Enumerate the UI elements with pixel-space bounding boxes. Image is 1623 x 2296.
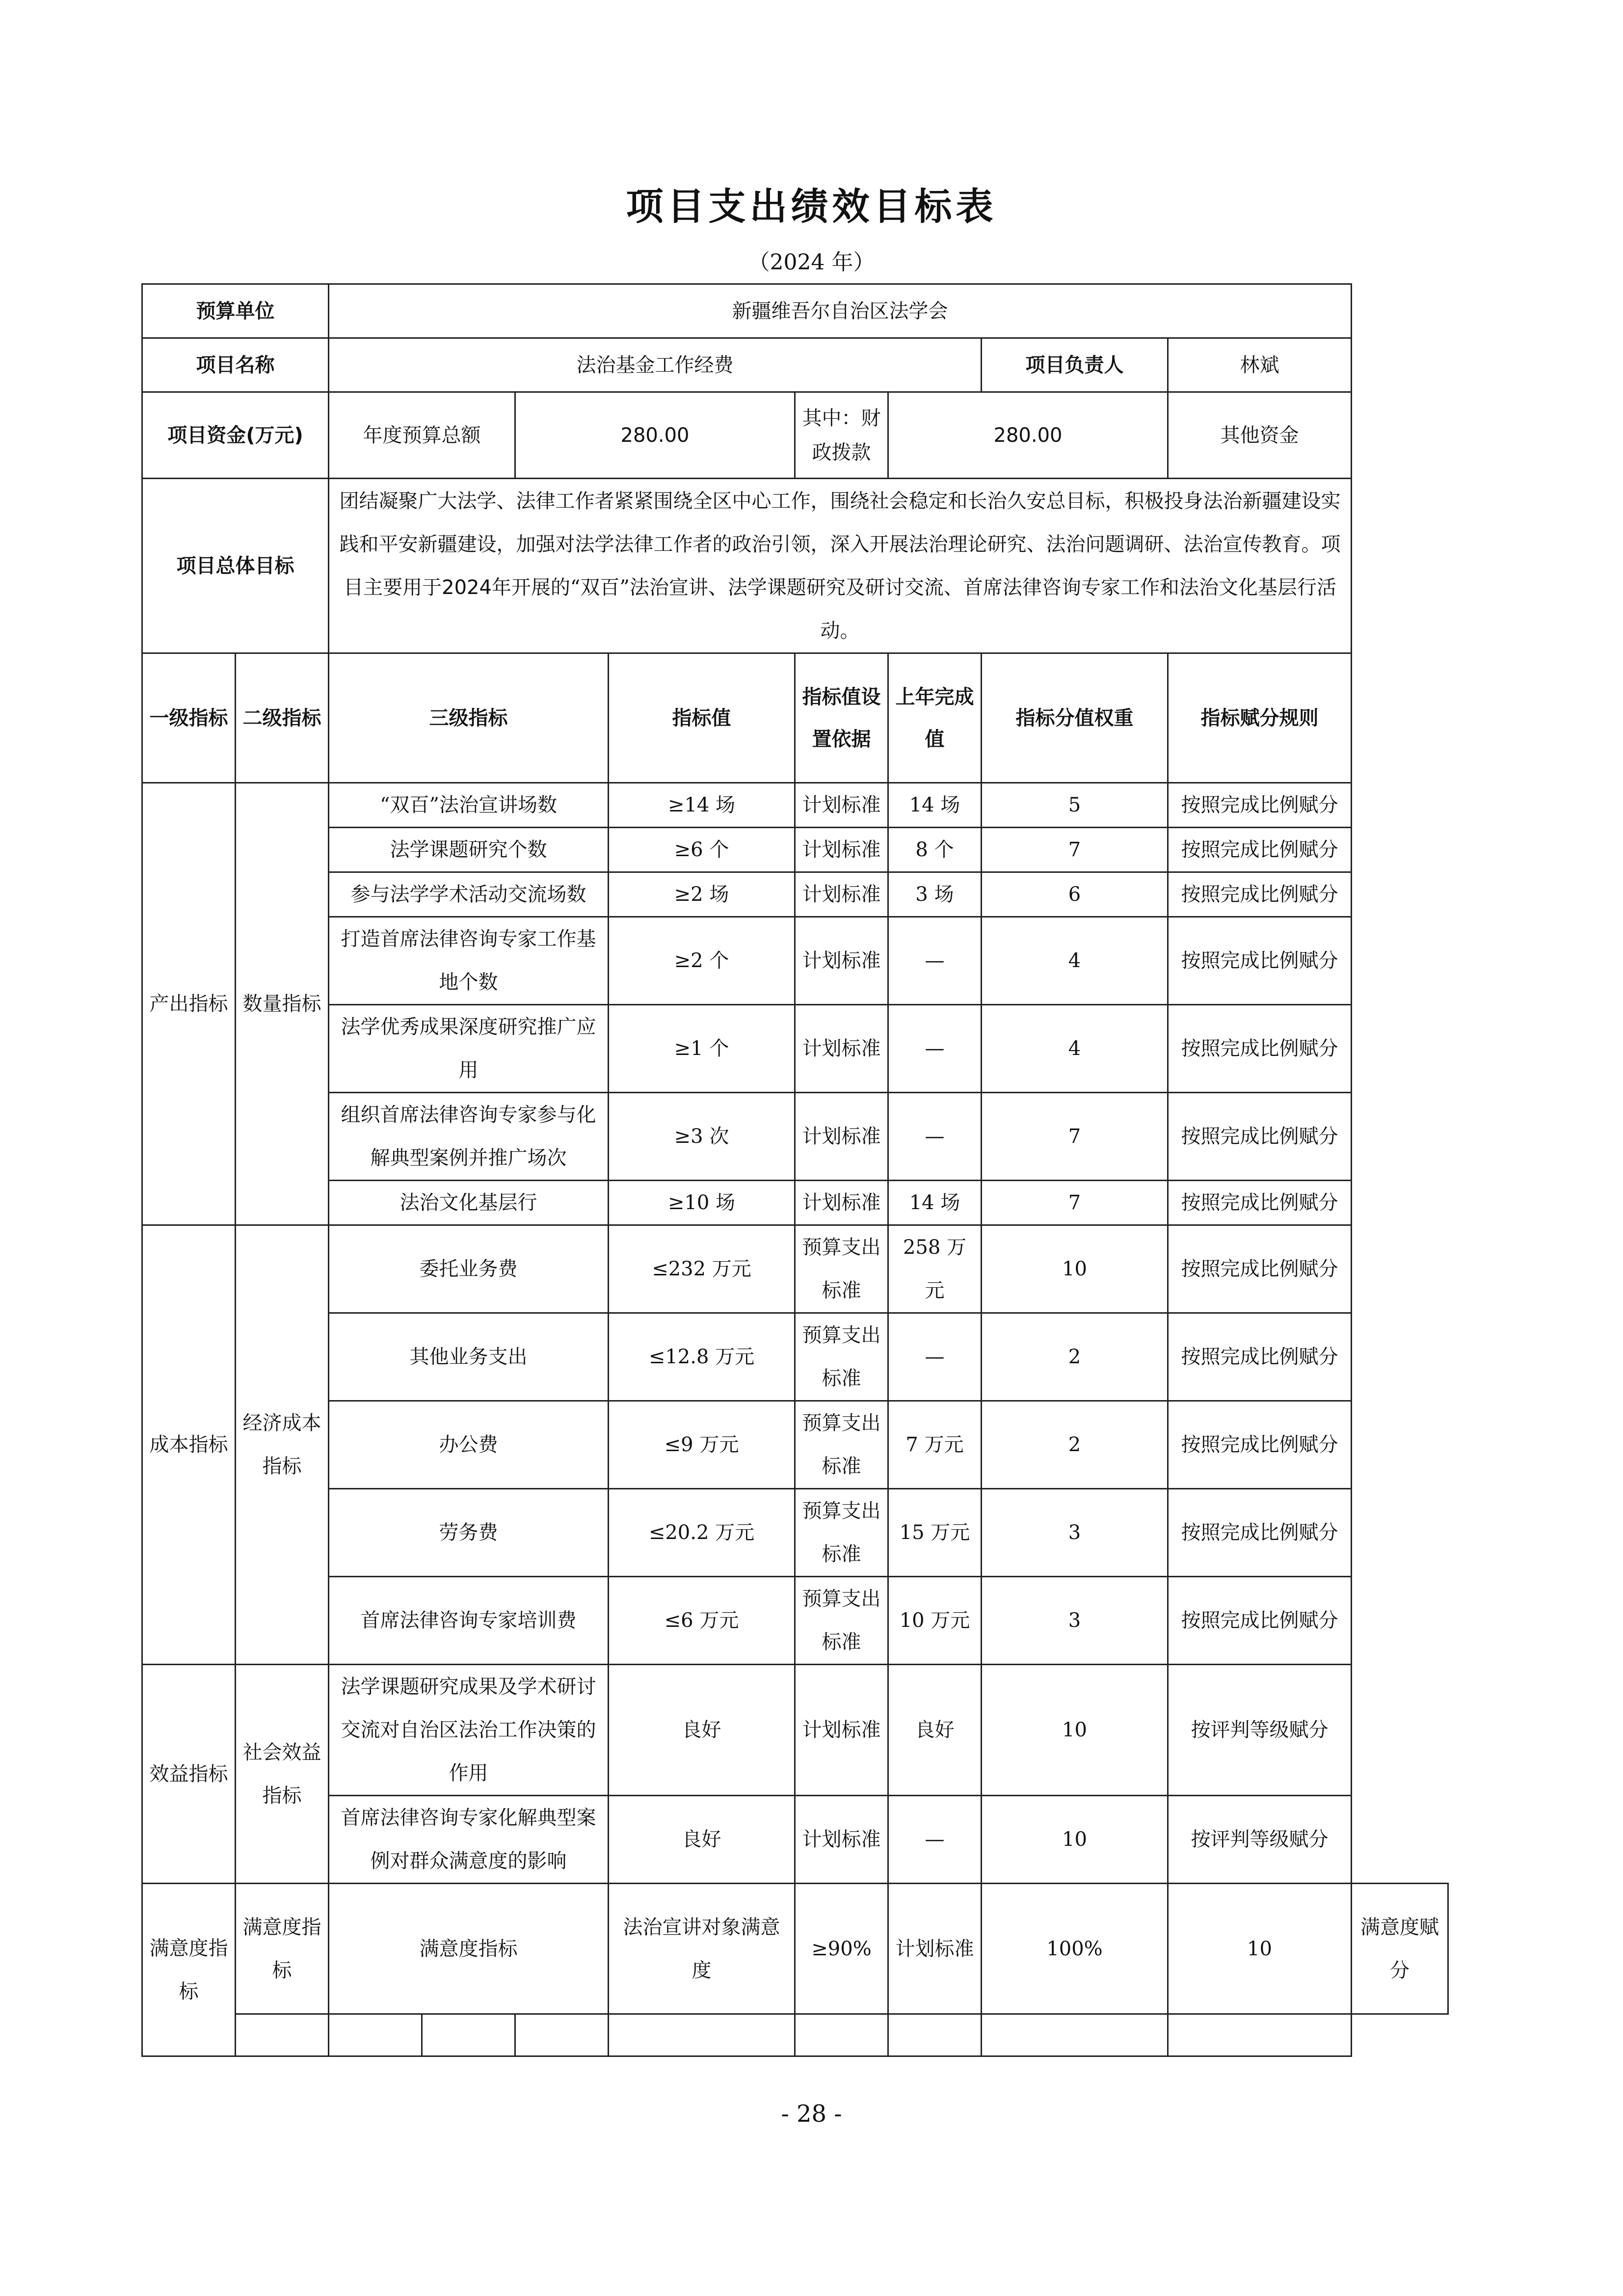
last-year: 8 个: [888, 828, 982, 872]
col-rule: 指标赋分规则: [1168, 653, 1352, 783]
project-name-row: [142, 338, 1448, 392]
weight: 7: [982, 1181, 1168, 1225]
col-level3: 三级指标: [329, 653, 609, 783]
l2-satisfaction: 满意度指标: [236, 1884, 329, 2014]
value: ≥1 个: [609, 1005, 795, 1093]
rule: 按照完成比例赋分: [1168, 1225, 1352, 1313]
project-name-label: 项目名称: [142, 338, 329, 392]
last-year: 15 万元: [888, 1489, 982, 1577]
weight: 7: [982, 1093, 1168, 1181]
rule: 按照完成比例赋分: [1168, 1313, 1352, 1401]
indicator: 法学优秀成果深度研究推广应用: [329, 1005, 609, 1093]
weight: 4: [982, 917, 1168, 1005]
weight: 2: [982, 1313, 1168, 1401]
weight: 3: [982, 1577, 1168, 1665]
col-level1: 一级指标: [142, 653, 236, 783]
rule: 按照完成比例赋分: [1168, 828, 1352, 872]
value: ≥2 场: [609, 872, 795, 917]
table-row: [142, 1401, 1448, 1489]
weight: 7: [982, 828, 1168, 872]
unit-row: [142, 284, 1448, 338]
annual-budget-label: 年度预算总额: [329, 392, 515, 479]
last-year: 14 场: [888, 783, 982, 828]
fiscal-value: 280.00: [888, 392, 1168, 479]
empty-cell: [515, 2014, 609, 2056]
satisfaction-value: ≥90%: [795, 1884, 888, 2014]
value: ≤9 万元: [609, 1401, 795, 1489]
table-row: [142, 1225, 1448, 1313]
satisfaction-last-year: 100%: [982, 1884, 1168, 2014]
rule: 按照完成比例赋分: [1168, 872, 1352, 917]
basis: 计划标准: [795, 828, 888, 872]
value: ≤20.2 万元: [609, 1489, 795, 1577]
goal-text-a: 团结凝聚广大法学、法律工作者紧紧围绕全区中心工作，围绕社会稳定和长治久安总目标，积极投身法治新疆建设实践和平安新疆建设，加强对法学法律工作者的政治引领，深入开展法治理论研究、法治问题调研、法治宣传教育。项目主要用于: [339, 489, 1341, 599]
rule: 按照完成比例赋分: [1168, 917, 1352, 1005]
value: 良好: [609, 1796, 795, 1884]
last-year: 良好: [888, 1665, 982, 1796]
table-row: [142, 872, 1448, 917]
table-row: [142, 1489, 1448, 1577]
unit-label: 预算单位: [142, 284, 329, 338]
col-value: 指标值: [609, 653, 795, 783]
basis: 计划标准: [795, 1093, 888, 1181]
table-row: [142, 1005, 1448, 1093]
satisfaction-rule: 满意度赋分: [1352, 1884, 1448, 2014]
l2-benefit: 社会效益指标: [236, 1665, 329, 1884]
weight: 10: [982, 1796, 1168, 1884]
basis: 计划标准: [795, 1005, 888, 1093]
table-row: [142, 1181, 1448, 1225]
indicator: 劳务费: [329, 1489, 609, 1577]
satisfaction-row: [142, 1884, 1448, 2014]
rule: 按照完成比例赋分: [1168, 1005, 1352, 1093]
basis: 预算支出标准: [795, 1313, 888, 1401]
fiscal-label: 其中：财政拨款: [795, 392, 888, 479]
indicator: 首席法律咨询专家化解典型案例对群众满意度的影响: [329, 1796, 609, 1884]
rule: 按照完成比例赋分: [1168, 1181, 1352, 1225]
value: 良好: [609, 1665, 795, 1796]
performance-table: [141, 283, 1449, 2057]
rule: 按照完成比例赋分: [1168, 1489, 1352, 1577]
last-year: 7 万元: [888, 1401, 982, 1489]
table-row: [142, 1093, 1448, 1181]
indicator: 其他业务支出: [329, 1313, 609, 1401]
goal-text: [329, 479, 1352, 653]
leader-value: 林斌: [1168, 338, 1352, 392]
indicator: 办公费: [329, 1401, 609, 1489]
rule: 按评判等级赋分: [1168, 1665, 1352, 1796]
weight: 10: [982, 1225, 1168, 1313]
rule: 按照完成比例赋分: [1168, 1401, 1352, 1489]
table-row: [142, 783, 1448, 828]
weight: 4: [982, 1005, 1168, 1093]
indicator: 首席法律咨询专家培训费: [329, 1577, 609, 1665]
indicator: 参与法学学术活动交流场数: [329, 872, 609, 917]
table-row: [142, 1665, 1448, 1796]
annual-budget-value: 280.00: [515, 392, 795, 479]
table-row: [142, 1577, 1448, 1665]
empty-cell: [1168, 2014, 1352, 2056]
value: ≥2 个: [609, 917, 795, 1005]
basis: 计划标准: [795, 783, 888, 828]
table-row: [142, 1796, 1448, 1884]
value: ≥6 个: [609, 828, 795, 872]
rule: 按照完成比例赋分: [1168, 1577, 1352, 1665]
last-year: —: [888, 1005, 982, 1093]
indicator: 法治文化基层行: [329, 1181, 609, 1225]
empty-cell: [888, 2014, 982, 2056]
project-name-value: 法治基金工作经费: [329, 338, 982, 392]
table-row: [142, 1313, 1448, 1401]
empty-cell: [329, 2014, 422, 2056]
page-title: 项目支出绩效目标表: [626, 185, 997, 228]
empty-cell: [422, 2014, 515, 2056]
l2-output: 数量指标: [236, 783, 329, 1225]
unit-value: 新疆维吾尔自治区法学会: [329, 284, 1352, 338]
indicator: 法学课题研究个数: [329, 828, 609, 872]
last-year: —: [888, 1313, 982, 1401]
year-label: （2024 年）: [748, 250, 875, 275]
l1-output: 产出指标: [142, 783, 236, 1225]
last-year: 258 万元: [888, 1225, 982, 1313]
basis: 预算支出标准: [795, 1489, 888, 1577]
basis: 计划标准: [795, 1796, 888, 1884]
value: ≤12.8 万元: [609, 1313, 795, 1401]
satisfaction-weight: 10: [1168, 1884, 1352, 2014]
leader-label: 项目负责人: [982, 338, 1168, 392]
last-year: —: [888, 1093, 982, 1181]
table-row: [142, 828, 1448, 872]
basis: 计划标准: [795, 1665, 888, 1796]
table-row: [142, 917, 1448, 1005]
empty-cell: [236, 2014, 329, 2056]
goal-label: 项目总体目标: [142, 479, 329, 653]
indicator: 委托业务费: [329, 1225, 609, 1313]
rule: 按评判等级赋分: [1168, 1796, 1352, 1884]
l1-benefit: 效益指标: [142, 1665, 236, 1884]
satisfaction-target: 法治宣讲对象满意度: [609, 1884, 795, 2014]
last-year: 3 场: [888, 872, 982, 917]
basis: 计划标准: [795, 917, 888, 1005]
indicator: 法学课题研究成果及学术研讨交流对自治区法治工作决策的作用: [329, 1665, 609, 1796]
value: ≥10 场: [609, 1181, 795, 1225]
last-year: 14 场: [888, 1181, 982, 1225]
col-weight: 指标分值权重: [982, 653, 1168, 783]
basis: 计划标准: [795, 872, 888, 917]
satisfaction-basis: 计划标准: [888, 1884, 982, 2014]
value: ≤232 万元: [609, 1225, 795, 1313]
col-basis: 指标值设置依据: [795, 653, 888, 783]
col-level2: 二级指标: [236, 653, 329, 783]
weight: 6: [982, 872, 1168, 917]
l1-satisfaction: 满意度指标: [142, 1884, 236, 2056]
value: ≤6 万元: [609, 1577, 795, 1665]
basis: 预算支出标准: [795, 1225, 888, 1313]
basis: 预算支出标准: [795, 1401, 888, 1489]
empty-row: [142, 2014, 1448, 2056]
value: ≥3 次: [609, 1093, 795, 1181]
satisfaction-indicator: 满意度指标: [329, 1884, 609, 2014]
indicator: “双百”法治宣讲场数: [329, 783, 609, 828]
weight: 5: [982, 783, 1168, 828]
weight: 10: [982, 1665, 1168, 1796]
basis: 预算支出标准: [795, 1577, 888, 1665]
goal-row: [142, 479, 1448, 653]
last-year: —: [888, 1796, 982, 1884]
fund-label: 项目资金(万元): [142, 392, 329, 479]
goal-text-year: 2024: [442, 576, 492, 599]
page-number: - 28 -: [781, 2100, 842, 2128]
rule: 按照完成比例赋分: [1168, 783, 1352, 828]
rule: 按照完成比例赋分: [1168, 1093, 1352, 1181]
l2-cost: 经济成本指标: [236, 1225, 329, 1665]
last-year: 10 万元: [888, 1577, 982, 1665]
basis: 计划标准: [795, 1181, 888, 1225]
column-header-row: [142, 653, 1448, 783]
weight: 2: [982, 1401, 1168, 1489]
goal-text-b: 年开展的“双百”法治宣讲、法学课题研究及研讨交流、首席法律咨询专家工作和法治文化基层行活动。: [491, 576, 1336, 642]
fund-row: [142, 392, 1448, 479]
empty-cell: [609, 2014, 795, 2056]
weight: 3: [982, 1489, 1168, 1577]
indicator: 打造首席法律咨询专家工作基地个数: [329, 917, 609, 1005]
empty-cell: [795, 2014, 888, 2056]
last-year: —: [888, 917, 982, 1005]
value: ≥14 场: [609, 783, 795, 828]
l1-cost: 成本指标: [142, 1225, 236, 1665]
col-last-year: 上年完成值: [888, 653, 982, 783]
empty-cell: [982, 2014, 1168, 2056]
indicator: 组织首席法律咨询专家参与化解典型案例并推广场次: [329, 1093, 609, 1181]
other-fund-label: 其他资金: [1168, 392, 1352, 479]
